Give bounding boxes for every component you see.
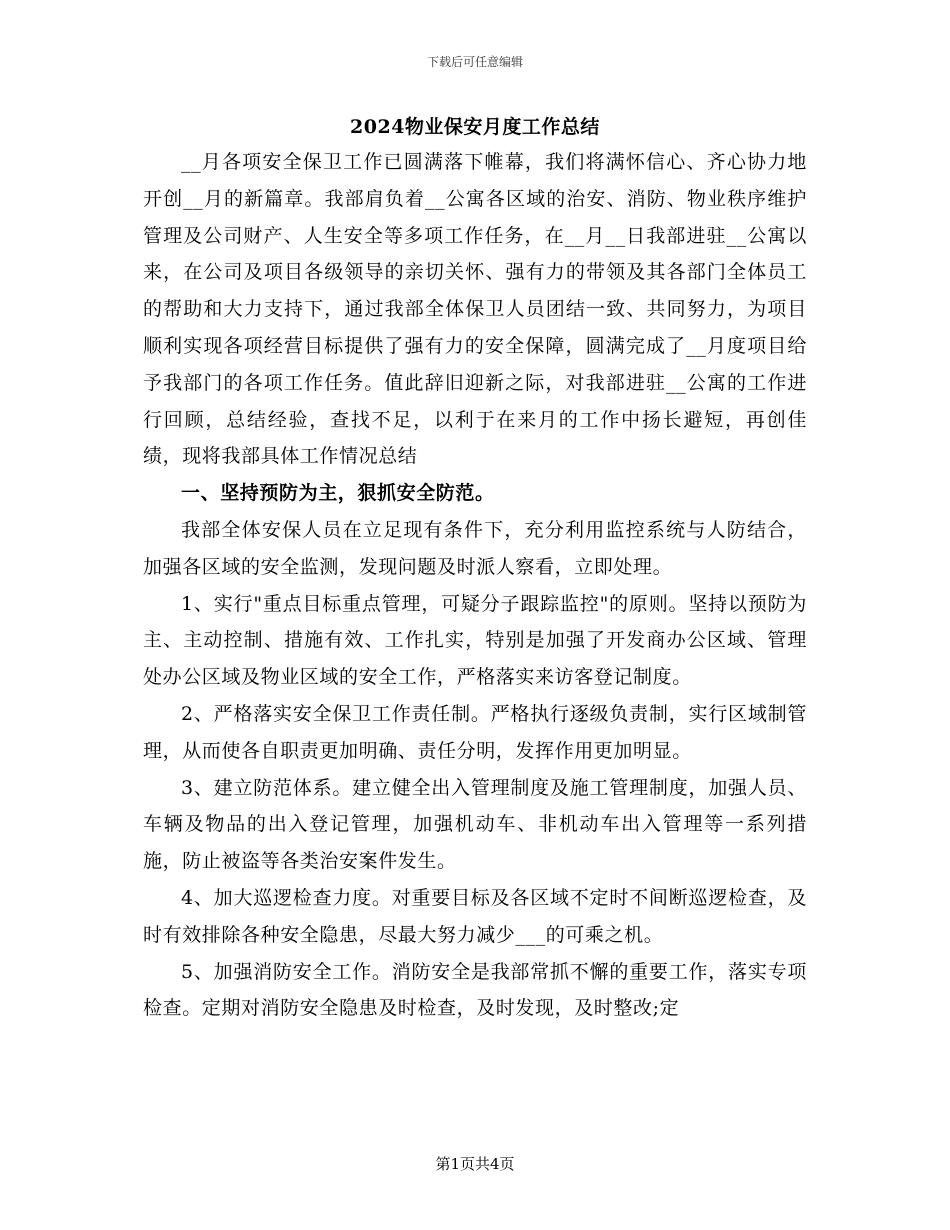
intro-paragraph: __月各项安全保卫工作已圆满落下帷幕，我们将满怀信心、齐心协力地开创__月的新篇章。我部肩负着__公寓各区域的治安、消防、物业秩序维护管理及公司财产、人生安全等多项工作任务，在__月__日我部进驻__公寓以来，在公司及项目各级领导的亲切关怀、强有力的带领及其各部门全体员工的帮助和大力支持下，通过我部全体保卫人员团结一致、共同努力，为项目顺利实现各项经营目标提供了强有力的安全保障，圆满完成了__月度项目给予我部门的各项工作任务。值此辞旧迎新之际，对我部进驻__公寓的工作进行回顾，总结经验，查找不足，以利于在来月的工作中扬长避短，再创佳绩，现将我部具体工作情况总结 — [143, 151, 807, 468]
document-body — [143, 144, 807, 1027]
header-note: 下载后可任意编辑 — [426, 55, 523, 69]
document-title: 2024物业保安月度工作总结 — [350, 116, 600, 138]
list-item-2: 2、严格落实安全保卫工作责任制。严格执行逐级负责制，实行区域制管理，从而使各自职责更加明确、责任分明，发挥作用更加明显。 — [143, 702, 807, 762]
list-item-4: 4、加大巡逻检查力度。对重要目标及各区域不定时不间断巡逻检查，及时有效排除各种安全隐患，尽最大努力减少___的可乘之机。 — [143, 886, 807, 946]
list-item-5: 5、加强消防安全工作。消防安全是我部常抓不懈的重要工作，落实专项检查。定期对消防安全隐患及时检查，及时发现，及时整改;定 — [143, 960, 807, 1020]
section-1-intro-paragraph: 我部全体安保人员在立足现有条件下，充分利用监控系统与人防结合，加强各区域的安全监测，发现问题及时派人察看，立即处理。 — [143, 518, 807, 578]
section-1-heading: 一、坚持预防为主，狠抓安全防范。 — [181, 482, 495, 505]
list-item-1: 1、实行"重点目标重点管理，可疑分子跟踪监控"的原则。坚持以预防为主、主动控制、措施有效、工作扎实，特别是加强了开发商办公区域、管理处办公区域及物业区域的安全工作，严格落实来访客登记制度。 — [143, 592, 807, 689]
page-number: 第1页共4页 — [435, 1155, 515, 1173]
list-item-3: 3、建立防范体系。建立健全出入管理制度及施工管理制度，加强人员、车辆及物品的出入登记管理，加强机动车、非机动车出入管理等一系列措施，防止被盗等各类治安案件发生。 — [143, 776, 807, 873]
